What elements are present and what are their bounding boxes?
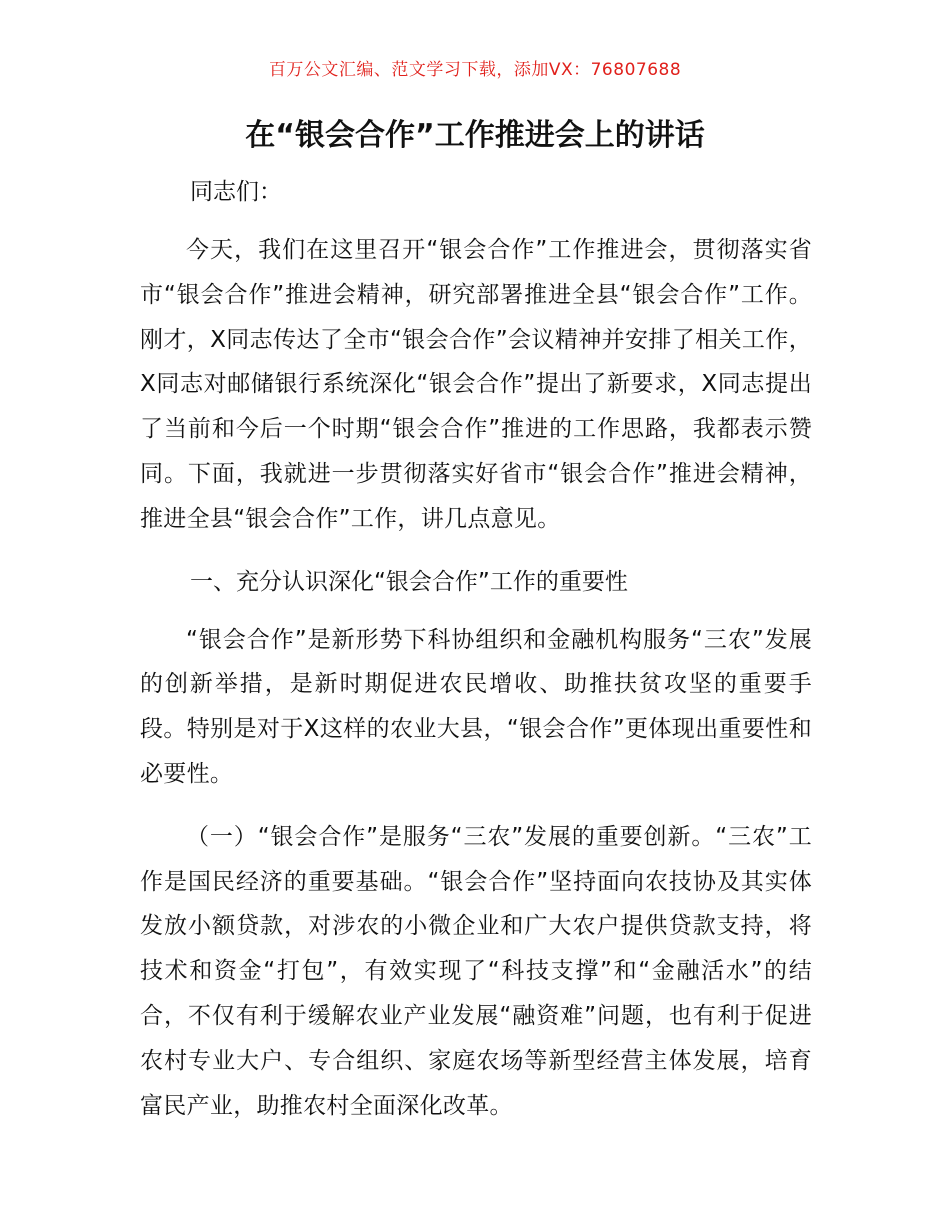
salutation: 同志们： [190,179,282,205]
document-title: 在“银会合作”工作推进会上的讲话 [245,118,705,153]
paragraph-intro: 今天，我们在这里召开“银会合作”工作推进会，贯彻落实省市“银会合作”推进会精神，研究部署推进全县“银会合作”工作。刚才，X同志传达了全市“银会合作”会议精神并安排了相关工作，X同志对邮储银行系统深化“银会合作”提出了新要求，X同志提出了当前和今后一个时期“银会合作”推进的工作思路，我都表示赞同。下面，我就进一步贯彻落实好省市“银会合作”推进会精神，推进全县“银会合作”工作，讲几点意见。 [140,237,812,532]
paragraph-subsection-1: （一）“银会合作”是服务“三农”发展的重要创新。“三农”工作是国民经济的重要基础。“银会合作”坚持面向农技协及其实体发放小额贷款，对涉农的小微企业和广大农户提供贷款支持，将技术和资金“打包”，有效实现了“科技支撑”和“金融活水”的结合，不仅有利于缓解农业产业发展“融资难”问题，也有利于促进农村专业大户、专合组织、家庭农场等新型经营主体发展，培育富民产业，助推农村全面深化改革。 [140,823,812,1119]
document-body [140,170,812,1146]
section-heading-1: 一、充分认识深化“银会合作”工作的重要性 [190,568,628,595]
watermark-banner: 百万公文汇编、范文学习下载，添加VX：76807688 [268,60,682,80]
paragraph-importance: “银会合作”是新形势下科协组织和金融机构服务“三农”发展的创新举措，是新时期促进农民增收、助推扶贫攻坚的重要手段。特别是对于X这样的农业大县，“银会合作”更体现出重要性和必要性。 [140,626,812,787]
